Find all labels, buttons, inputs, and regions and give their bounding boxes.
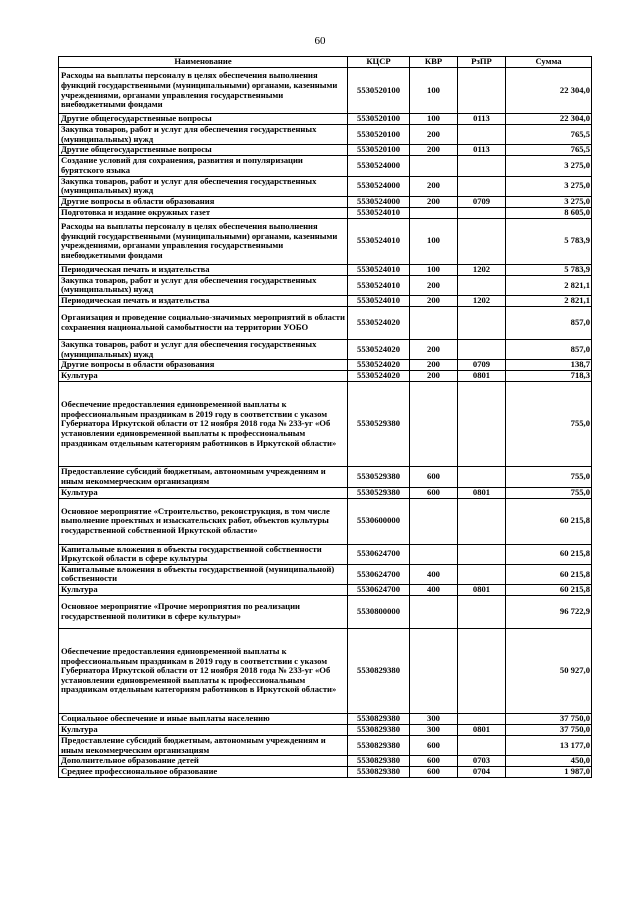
row-kvr — [410, 382, 458, 467]
row-rzpr — [458, 498, 506, 544]
table-row — [59, 176, 592, 196]
row-name: Капитальные вложения в объекты государственной (муниципальной) собственности — [59, 564, 348, 584]
column-header-rzpr: РзПР — [458, 57, 506, 68]
table-row — [59, 487, 592, 498]
row-kvr — [410, 307, 458, 340]
row-sum: 5 783,9 — [506, 264, 592, 275]
row-kvr: 200 — [410, 196, 458, 207]
row-rzpr — [458, 340, 506, 360]
table-row — [59, 736, 592, 756]
row-kcsr: 5530829380 — [348, 736, 410, 756]
row-name: Культура — [59, 585, 348, 596]
row-sum: 857,0 — [506, 340, 592, 360]
row-kvr: 600 — [410, 767, 458, 778]
row-sum: 3 275,0 — [506, 156, 592, 176]
row-name: Капитальные вложения в объекты государственной собственности Иркутской области в сфере культуры — [59, 544, 348, 564]
row-kcsr: 5530524010 — [348, 218, 410, 264]
row-name: Периодическая печать и издательства — [59, 264, 348, 275]
row-kcsr: 5530520100 — [348, 68, 410, 114]
row-rzpr: 0801 — [458, 725, 506, 736]
row-kvr: 300 — [410, 714, 458, 725]
row-name: Расходы на выплаты персоналу в целях обеспечения выполнения функций государственными (муниципальными) органами, казенными учреждениями, органами управления государственными внебюджетными фондами — [59, 68, 348, 114]
row-name: Закупка товаров, работ и услуг для обеспечения государственных (муниципальных) нужд — [59, 340, 348, 360]
row-name: Основное мероприятие «Строительство, реконструкция, в том числе выполнение проектных и изыскательских работ, объектов культуры государственной собственной Иркутской области» — [59, 498, 348, 544]
table-row — [59, 264, 592, 275]
table-row — [59, 125, 592, 145]
row-name: Другие общегосударственные вопросы — [59, 114, 348, 125]
row-kcsr: 5530529380 — [348, 487, 410, 498]
row-kvr: 400 — [410, 585, 458, 596]
row-rzpr — [458, 736, 506, 756]
table-row — [59, 498, 592, 544]
row-kvr: 300 — [410, 725, 458, 736]
table-row — [59, 382, 592, 467]
row-rzpr — [458, 307, 506, 340]
row-rzpr: 0113 — [458, 114, 506, 125]
row-kvr: 100 — [410, 264, 458, 275]
row-name: Предоставление субсидий бюджетным, автономным учреждениям и иным некоммерческим организациям — [59, 467, 348, 487]
row-sum: 857,0 — [506, 307, 592, 340]
row-name: Культура — [59, 487, 348, 498]
row-name: Обеспечение предоставления единовременной выплаты к профессиональным праздникам в 2019 году в соответствии с указом Губернатора Иркутской области от 12 ноября 2018 года № 233-уг «Об установлении единовременной выплаты к профессиональным праздникам отдельным категориям работников в Иркутской области» — [59, 629, 348, 714]
row-sum: 37 750,0 — [506, 714, 592, 725]
row-name: Основное мероприятие «Прочие мероприятия по реализации государственной политики в сфере культуры» — [59, 596, 348, 629]
table-row — [59, 360, 592, 371]
row-kvr: 200 — [410, 371, 458, 382]
row-rzpr — [458, 564, 506, 584]
row-kvr: 200 — [410, 296, 458, 307]
row-name: Предоставление субсидий бюджетным, автономным учреждениям и иным некоммерческим организациям — [59, 736, 348, 756]
row-sum: 22 304,0 — [506, 114, 592, 125]
row-kvr — [410, 596, 458, 629]
table-row — [59, 68, 592, 114]
row-kvr: 600 — [410, 487, 458, 498]
row-kcsr: 5530520100 — [348, 114, 410, 125]
row-name: Другие вопросы в области образования — [59, 196, 348, 207]
row-rzpr — [458, 275, 506, 295]
row-name: Периодическая печать и издательства — [59, 296, 348, 307]
row-rzpr — [458, 714, 506, 725]
row-sum: 755,0 — [506, 487, 592, 498]
row-kcsr: 5530600000 — [348, 498, 410, 544]
table-row — [59, 156, 592, 176]
row-name: Дополнительное образование детей — [59, 756, 348, 767]
row-kcsr: 5530524010 — [348, 275, 410, 295]
row-kvr: 200 — [410, 275, 458, 295]
row-name: Подготовка и издание окружных газет — [59, 207, 348, 218]
row-sum: 37 750,0 — [506, 725, 592, 736]
row-rzpr — [458, 68, 506, 114]
row-rzpr — [458, 125, 506, 145]
row-kvr: 200 — [410, 125, 458, 145]
row-kcsr: 5530524010 — [348, 264, 410, 275]
row-rzpr — [458, 467, 506, 487]
table-row — [59, 114, 592, 125]
table-row — [59, 756, 592, 767]
row-sum: 50 927,0 — [506, 629, 592, 714]
row-rzpr — [458, 218, 506, 264]
table-row — [59, 307, 592, 340]
row-sum: 60 215,8 — [506, 564, 592, 584]
row-sum: 3 275,0 — [506, 176, 592, 196]
row-rzpr — [458, 382, 506, 467]
row-kvr — [410, 207, 458, 218]
row-sum: 60 215,8 — [506, 585, 592, 596]
row-sum: 2 821,1 — [506, 275, 592, 295]
row-sum: 755,0 — [506, 382, 592, 467]
row-rzpr: 0704 — [458, 767, 506, 778]
row-name: Организация и проведение социально-значимых мероприятий в области сохранения национальной самобытности на территории УОБО — [59, 307, 348, 340]
table-row — [59, 714, 592, 725]
row-kvr — [410, 629, 458, 714]
row-name: Социальное обеспечение и иные выплаты населению — [59, 714, 348, 725]
row-kvr: 100 — [410, 218, 458, 264]
row-sum: 138,7 — [506, 360, 592, 371]
row-sum: 3 275,0 — [506, 196, 592, 207]
row-kvr: 200 — [410, 360, 458, 371]
row-kvr: 600 — [410, 467, 458, 487]
row-kcsr: 5530829380 — [348, 725, 410, 736]
row-kvr — [410, 498, 458, 544]
row-name: Культура — [59, 725, 348, 736]
row-rzpr — [458, 156, 506, 176]
row-kvr: 100 — [410, 114, 458, 125]
row-kvr: 600 — [410, 736, 458, 756]
row-rzpr: 0113 — [458, 145, 506, 156]
row-sum: 5 783,9 — [506, 218, 592, 264]
budget-table — [58, 56, 592, 778]
row-sum: 22 304,0 — [506, 68, 592, 114]
row-sum: 13 177,0 — [506, 736, 592, 756]
table-row — [59, 371, 592, 382]
row-kcsr: 5530520100 — [348, 145, 410, 156]
table-row — [59, 467, 592, 487]
row-rzpr: 0801 — [458, 371, 506, 382]
row-rzpr: 0801 — [458, 585, 506, 596]
row-name: Создание условий для сохранения, развития и популяризации бурятского языка — [59, 156, 348, 176]
row-kcsr: 5530624700 — [348, 585, 410, 596]
row-kcsr: 5530529380 — [348, 467, 410, 487]
row-kcsr: 5530520100 — [348, 125, 410, 145]
row-name: Закупка товаров, работ и услуг для обеспечения государственных (муниципальных) нужд — [59, 275, 348, 295]
row-kcsr: 5530524010 — [348, 296, 410, 307]
row-name: Закупка товаров, работ и услуг для обеспечения государственных (муниципальных) нужд — [59, 176, 348, 196]
row-kcsr: 5530524020 — [348, 340, 410, 360]
row-rzpr: 0709 — [458, 360, 506, 371]
row-kcsr: 5530829380 — [348, 767, 410, 778]
row-sum: 96 722,9 — [506, 596, 592, 629]
table-row — [59, 767, 592, 778]
table-row — [59, 564, 592, 584]
row-name: Культура — [59, 371, 348, 382]
table-row — [59, 145, 592, 156]
table-row — [59, 629, 592, 714]
row-sum: 60 215,8 — [506, 498, 592, 544]
row-sum: 765,5 — [506, 145, 592, 156]
row-kcsr: 5530800000 — [348, 596, 410, 629]
column-header-sum: Сумма — [506, 57, 592, 68]
table-row — [59, 196, 592, 207]
row-kvr — [410, 544, 458, 564]
table-row — [59, 725, 592, 736]
table-row — [59, 296, 592, 307]
table-row — [59, 340, 592, 360]
row-sum: 60 215,8 — [506, 544, 592, 564]
row-kcsr: 5530524000 — [348, 196, 410, 207]
table-row — [59, 596, 592, 629]
row-kcsr: 5530829380 — [348, 629, 410, 714]
row-kcsr: 5530529380 — [348, 382, 410, 467]
row-rzpr — [458, 176, 506, 196]
row-sum: 8 605,0 — [506, 207, 592, 218]
row-kcsr: 5530524020 — [348, 360, 410, 371]
row-kcsr: 5530524020 — [348, 371, 410, 382]
row-rzpr: 0709 — [458, 196, 506, 207]
row-kcsr: 5530829380 — [348, 756, 410, 767]
row-kvr — [410, 156, 458, 176]
row-kcsr: 5530624700 — [348, 564, 410, 584]
row-kvr: 200 — [410, 145, 458, 156]
table-row — [59, 218, 592, 264]
table-body — [59, 68, 592, 778]
row-sum: 718,3 — [506, 371, 592, 382]
column-header-kvr: КВР — [410, 57, 458, 68]
row-sum: 2 821,1 — [506, 296, 592, 307]
row-sum: 1 987,0 — [506, 767, 592, 778]
table-row — [59, 275, 592, 295]
row-name: Другие общегосударственные вопросы — [59, 145, 348, 156]
row-kcsr: 5530524000 — [348, 176, 410, 196]
row-kvr: 100 — [410, 68, 458, 114]
page-number: 60 — [314, 35, 326, 47]
row-name: Среднее профессиональное образование — [59, 767, 348, 778]
table-header-row — [59, 57, 592, 68]
row-kvr: 200 — [410, 176, 458, 196]
row-rzpr — [458, 207, 506, 218]
row-name: Другие вопросы в области образования — [59, 360, 348, 371]
row-kvr: 200 — [410, 340, 458, 360]
table-row — [59, 207, 592, 218]
row-kcsr: 5530524020 — [348, 307, 410, 340]
row-kvr: 400 — [410, 564, 458, 584]
row-sum: 765,5 — [506, 125, 592, 145]
row-rzpr: 0703 — [458, 756, 506, 767]
row-kcsr: 5530524000 — [348, 156, 410, 176]
row-name: Обеспечение предоставления единовременной выплаты к профессиональным праздникам в 2019 году в соответствии с указом Губернатора Иркутской области от 12 ноября 2018 года № 233-уг «Об установлении единовременной выплаты к профессиональным праздникам отдельным категориям работников в Иркутской области» — [59, 382, 348, 467]
row-rzpr: 1202 — [458, 296, 506, 307]
row-kvr: 600 — [410, 756, 458, 767]
row-rzpr — [458, 544, 506, 564]
row-rzpr: 1202 — [458, 264, 506, 275]
row-kcsr: 5530829380 — [348, 714, 410, 725]
row-kcsr: 5530624700 — [348, 544, 410, 564]
row-sum: 755,0 — [506, 467, 592, 487]
table-row — [59, 585, 592, 596]
row-sum: 450,0 — [506, 756, 592, 767]
row-rzpr — [458, 629, 506, 714]
column-header-name: Наименование — [59, 57, 348, 68]
column-header-kcsr: КЦСР — [348, 57, 410, 68]
row-name: Закупка товаров, работ и услуг для обеспечения государственных (муниципальных) нужд — [59, 125, 348, 145]
row-name: Расходы на выплаты персоналу в целях обеспечения выполнения функций государственными (муниципальными) органами, казенными учреждениями, органами управления государственными внебюджетными фондами — [59, 218, 348, 264]
row-kcsr: 5530524010 — [348, 207, 410, 218]
table-row — [59, 544, 592, 564]
row-rzpr: 0801 — [458, 487, 506, 498]
row-rzpr — [458, 596, 506, 629]
